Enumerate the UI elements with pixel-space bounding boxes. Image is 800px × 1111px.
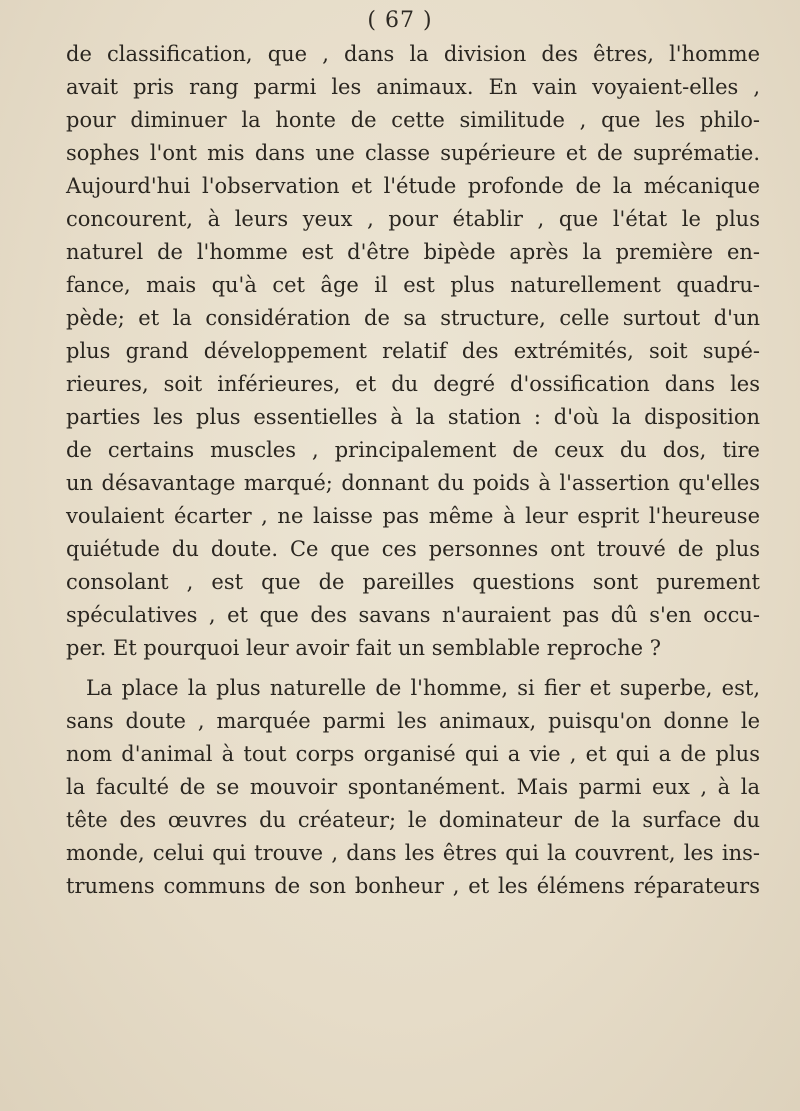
text-line: avait pris rang parmi les animaux. En vain voyaient-elles ,: [66, 75, 760, 99]
text-line: fance, mais qu'à cet âge il est plus naturellement quadru-: [66, 273, 760, 297]
text-line: la faculté de se mouvoir spontanément. Mais parmi eux , à la: [66, 775, 760, 799]
text-line: Aujourd'hui l'observation et l'étude profonde de la mécanique: [66, 174, 760, 198]
text-line: pède; et la considération de sa structure, celle surtout d'un: [66, 306, 760, 330]
text-line: rieures, soit inférieures, et du degré d'ossification dans les: [66, 372, 760, 396]
text-line: sans doute , marquée parmi les animaux, puisqu'on donne le: [66, 709, 760, 733]
text-line: monde, celui qui trouve , dans les êtres qui la couvrent, les ins-: [66, 841, 760, 865]
text-line: voulaient écarter , ne laisse pas même à leur esprit l'heureuse: [66, 504, 760, 528]
text-line: de certains muscles , principalement de ceux du dos, tire: [66, 438, 760, 462]
text-line: La place la plus naturelle de l'homme, si fier et superbe, est,: [86, 676, 760, 700]
text-line: sophes l'ont mis dans une classe supérieure et de suprématie.: [66, 141, 760, 165]
text-line: nom d'animal à tout corps organisé qui a vie , et qui a de plus: [66, 742, 760, 766]
text-line: tête des œuvres du créateur; le dominateur de la surface du: [66, 808, 760, 832]
page-number: ( 67 ): [367, 8, 433, 33]
text-line: de classification, que , dans la division des êtres, l'homme: [66, 42, 760, 66]
text-line: per. Et pourquoi leur avoir fait un semblable reproche ?: [66, 636, 662, 660]
text-line: quiétude du doute. Ce que ces personnes ont trouvé de plus: [66, 537, 760, 561]
text-line: naturel de l'homme est d'être bipède après la première en-: [66, 240, 760, 264]
text-line: consolant , est que de pareilles questions sont purement: [66, 570, 760, 594]
text-line: pour diminuer la honte de cette similitude , que les philo-: [66, 108, 760, 132]
text-line: spéculatives , et que des savans n'auraient pas dû s'en occu-: [66, 603, 760, 627]
text-line: un désavantage marqué; donnant du poids à l'assertion qu'elles: [66, 471, 760, 495]
text-line: concourent, à leurs yeux , pour établir , que l'état le plus: [66, 207, 760, 231]
text-line: parties les plus essentielles à la station : d'où la disposition: [66, 405, 760, 429]
text-line: plus grand développement relatif des extrémités, soit supé-: [66, 339, 760, 363]
text-line: trumens communs de son bonheur , et les élémens réparateurs: [66, 874, 760, 898]
